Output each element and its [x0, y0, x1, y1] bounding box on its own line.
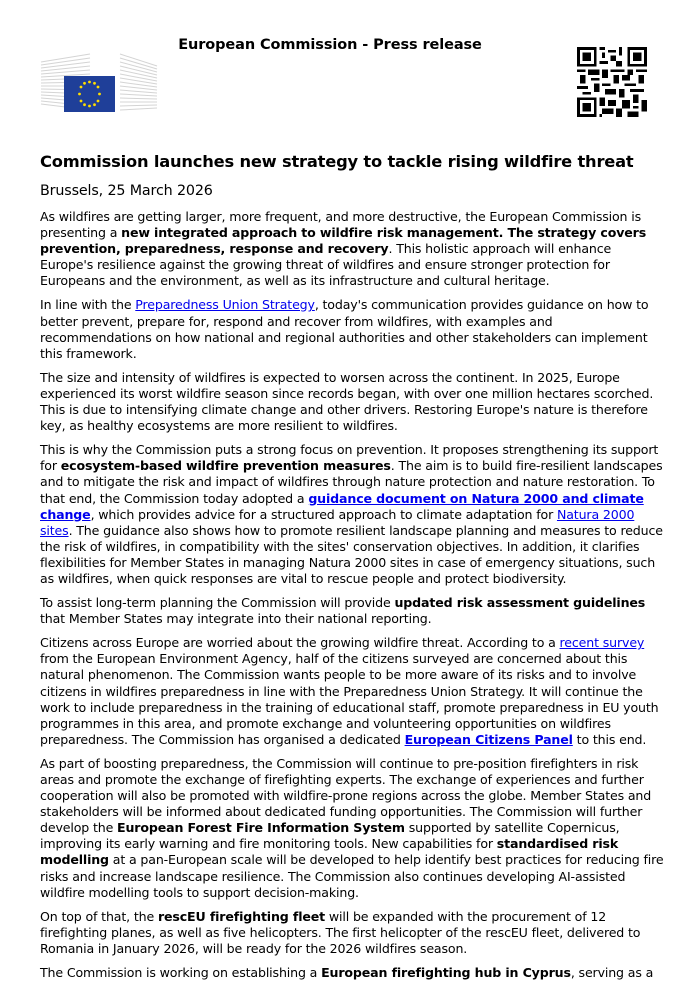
paragraph-2: In line with the Preparedness Union Strategy, today's communication provides guidance on how to better prevent, prepare for, respond and recover from wildfires, with examples and recommendations on how national and regional authorities and other stakeholders can implement this framework.	[40, 297, 649, 361]
paragraph-5: To assist long-term planning the Commission will provide updated risk assessment guidelines that Member States may integrate into their national reporting.	[40, 595, 646, 627]
paragraph-7: As part of boosting preparedness, the Commission will continue to pre-position firefighters in risk areas and promote the exchange of firefighting experts. The exchange of experiences and further cooperation will also be promoted with wildfire-prone regions across the globe. Member States and stakeholders will be informed about dedicated funding opportunities. The Commission will further develop the European Forest Fire Information System supported by satellite Copernicus, improving its early warning and fire monitoring tools. New capabilities for standardised risk modelling at a pan-European scale will be developed to help identify best practices for reducing fire risks and increase landscape resilience. The Commission also continues developing AI-assisted wildfire modelling tools to support decision-making.	[40, 755, 664, 900]
press-release-body	[40, 152, 664, 989]
dateline: Brussels, 25 March 2026	[40, 183, 213, 199]
preparedness-union-strategy-link[interactable]: Preparedness Union Strategy	[135, 297, 315, 313]
headline: Commission launches new strategy to tackle rising wildfire threat	[40, 152, 634, 171]
recent-survey-link[interactable]: recent survey	[559, 635, 645, 651]
press-release-header: European Commission - Press release	[178, 37, 482, 53]
european-commission-logo	[40, 52, 158, 112]
paragraph-6: Citizens across Europe are worried about the growing wildfire threat. According to a recent survey from the European Environment Agency, half of the citizens surveyed are concerned about this natural phenomenon. The Commission wants people to be more aware of its risks and to involve citizens in wildfires preparedness in line with the Preparedness Union Strategy. It will continue the work to include preparedness in the training of educational staff, promote preparedness in EU youth programmes in this area, and promote exchange and volunteering opportunities on wildfires preparedness. The Commission has organised a dedicated European Citizens Panel to this end.	[40, 635, 659, 747]
paragraph-9: The Commission is working on establishing a European firefighting hub in Cyprus, serving as a	[40, 965, 654, 981]
european-citizens-panel-link[interactable]: European Citizens Panel	[404, 731, 573, 747]
paragraph-8: On top of that, the rescEU firefighting fleet will be expanded with the procurement of 12 firefighting planes, as well as five helicopters. The first helicopter of the rescEU fleet, delivered to Romania in January 2026, will be ready for the 2026 wildfires season.	[40, 908, 641, 956]
qr-code-icon	[577, 46, 647, 118]
natura-2000-sites-link[interactable]: Natura 2000 sites	[40, 506, 635, 538]
paragraph-1: As wildfires are getting larger, more frequent, and more destructive, the European Commission is presenting a new integrated approach to wildfire risk management. The strategy covers prevention, preparedness, response and recovery. This holistic approach will enhance Europe's resilience against the growing threat of wildfires and ensure stronger protection for Europeans and the environment, as well as its infrastructure and cultural heritage.	[40, 209, 647, 289]
paragraph-4: This is why the Commission puts a strong focus on prevention. It proposes strengthening its support for ecosystem-based wildfire prevention measures. The aim is to build fire-resilient landscapes and to mitigate the risk and impact of wildfires through nature protection and nature restoration. To that end, the Commission today adopted a guidance document on Natura 2000 and climate change, which provides advice for a structured approach to climate adaptation for Natura 2000 sites. The guidance also shows how to promote resilient landscape planning and measures to reduce the risk of wildfires, in compatibility with the sites' conservation objectives. In addition, it clarifies flexibilities for Member States in managing Natura 2000 sites in case of emergency situations, such as wildfires, when quick responses are vital to rescue people and protect biodiversity.	[40, 442, 663, 586]
natura-2000-guidance-link[interactable]: guidance document on Natura 2000 and climate change	[40, 490, 644, 522]
paragraph-3: The size and intensity of wildfires is expected to worsen across the continent. In 2025, Europe experienced its worst wildfire season since records began, with over one million hectares scorched. This is due to intensifying climate change and other drivers. Restoring Europe's nature is therefore key, as healthy ecosystems are more resilient to wildfires.	[40, 369, 654, 434]
qr-code[interactable]	[577, 46, 647, 118]
berlaymont-building-icon	[40, 52, 158, 112]
